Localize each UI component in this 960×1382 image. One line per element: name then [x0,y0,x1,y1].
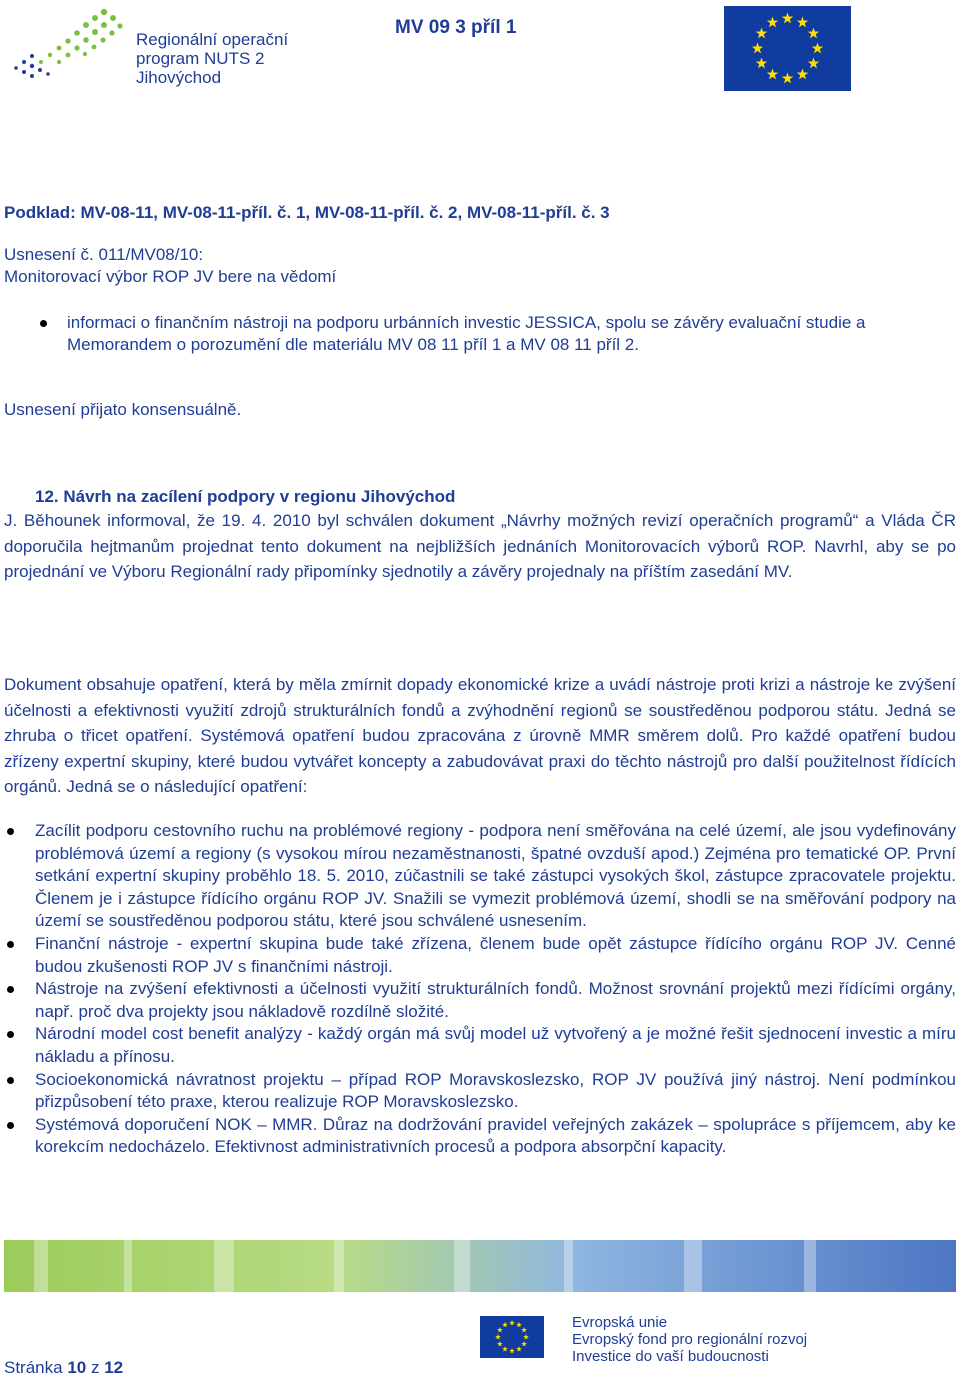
eu-flag-footer-icon [480,1316,544,1358]
eu-footer-line-2: Evropský fond pro regionální rozvoj [572,1331,808,1348]
rop-logo [10,4,310,88]
info-bullet [67,312,956,356]
usneseni-number: Usnesení č. 011/MV08/10: [4,245,204,264]
list-item: Nástroje na zvýšení efektivnosti a účelnosti využití strukturálních fondů. Možnost srovnání projektů mezi řídícími orgány, např. proč dva projekty jsou nákladově rozdílně složité. [35,978,956,1023]
rop-logo-mark [10,4,134,88]
section-heading [35,486,455,508]
logo-line-2: program NUTS 2 [136,49,265,68]
info-bullet-text: informaci o finančním nástroji na podporu urbánních investic JESSICA, spolu se závěry evaluační studie a Memorandem o porozumění dle materiálu MV 08 11 příl 1 a MV 08 11 příl 2. [67,313,866,354]
list-item: Zacílit podporu cestovního ruchu na problémové regiony - podpora není směřována na celé území, ale jsou vydefinovány problémová území a regiony (s vysokou mírou nezaměstnanosti, špatné ovzduší apod.) Zejména pro tematické OP. První setkání expertní skupiny proběhlo 18. 5. 2010, zúčastnili se také zástupci vysokých škol, zástupce zpracovatele projektu. Členem je i zástupce řídícího orgánu ROP JV. Snažili se vymezit problémová území, shodli se na směřování podpory na území se soustředěnou podporou státu, které jsou schválené usnesením. [35,820,956,933]
section-number: 12. [35,487,59,506]
page-of: z [90,1358,100,1377]
list-item: Systémová doporučení NOK – MMR. Důraz na dodržování pravidel veřejných zakázek – spolupráce s příjemcem, aby ke korekcím nedocházelo. Efektivnost administrativních procesů a podpora absorpční kapacity. [35,1114,956,1159]
document-title: MV 09 3 příl 1 [395,17,517,38]
vybor-bere-na-vedomi: Monitorovací výbor ROP JV bere na vědomí [4,267,337,286]
page-total: 12 [104,1358,124,1377]
eu-footer-line-3: Investice do vaší budoucnosti [572,1348,769,1365]
eu-footer-line-1: Evropská unie [572,1314,668,1331]
eu-flag-icon [724,6,851,91]
logo-line-3: Jihovýchod [136,68,222,87]
page-number [4,1358,123,1378]
usneseni-prijato: Usnesení přijato konsensuálně. [4,400,242,419]
paragraph-1: J. Běhounek informoval, že 19. 4. 2010 byl schválen dokument „Návrhy možných revizí operačních programů“ a Vláda ČR doporučila hejtmanům projednat tento dokument na nejbližších jednáních Monitorovacích výborů ROP. Navrhl, aby se po projednání ve Výboru Regionální rady připomínky sjednotily a závěry projednaly na příštím zasedání MV. [4,511,956,581]
eu-footer-text [572,1314,807,1365]
section-title: Návrh na zacílení podpory v regionu Jihovýchod [63,487,456,506]
list-item: Národní model cost benefit analýzy - každý orgán má svůj model už vytvořený a je možné řešit sjednocení investic a míru nákladu a přínosu. [35,1023,956,1068]
page-label: Stránka [4,1358,63,1377]
podklad-line: Podklad: MV-08-11, MV-08-11-příl. č. 1, MV-08-11-příl. č. 2, MV-08-11-příl. č. 3 [4,203,610,222]
footer-color-bar [4,1240,956,1292]
page-current: 10 [67,1358,87,1377]
paragraph-2: Dokument obsahuje opatření, která by měla zmírnit dopady ekonomické krize a uvádí nástroje proti krizi a nástroje ke zvýšení účelnosti a efektivnosti využití zdrojů strukturálních fondů a zvýhodnění regionů se soustředěnou podporou státu. Jedná se zhruba o třicet opatření. Systémová opatření budou zpracována z úrovně MMR směrem dolů. Pro každé opatření budou zřízeny expertní skupiny, které budou vytvářet koncepty a zabudovávat praxi do těchto nástrojů pro další použitelnost řídících orgánů. Jedná se o následující opatření: [4,675,956,796]
list-item: Socioekonomická návratnost projektu – případ ROP Moravskoslezsko, ROP JV používá jiný nástroj. Není podmínkou přizpůsobení této praxe, kterou realizuje ROP Moravskoslezsko. [35,1069,956,1114]
logo-line-1: Regionální operační [136,30,289,49]
opatreni-list [35,820,956,1159]
list-item: Finanční nástroje - expertní skupina bude také zřízena, členem bude opět zástupce řídícího orgánu ROP JV. Cenné budou zkušenosti ROP JV s finančními nástroji. [35,933,956,978]
